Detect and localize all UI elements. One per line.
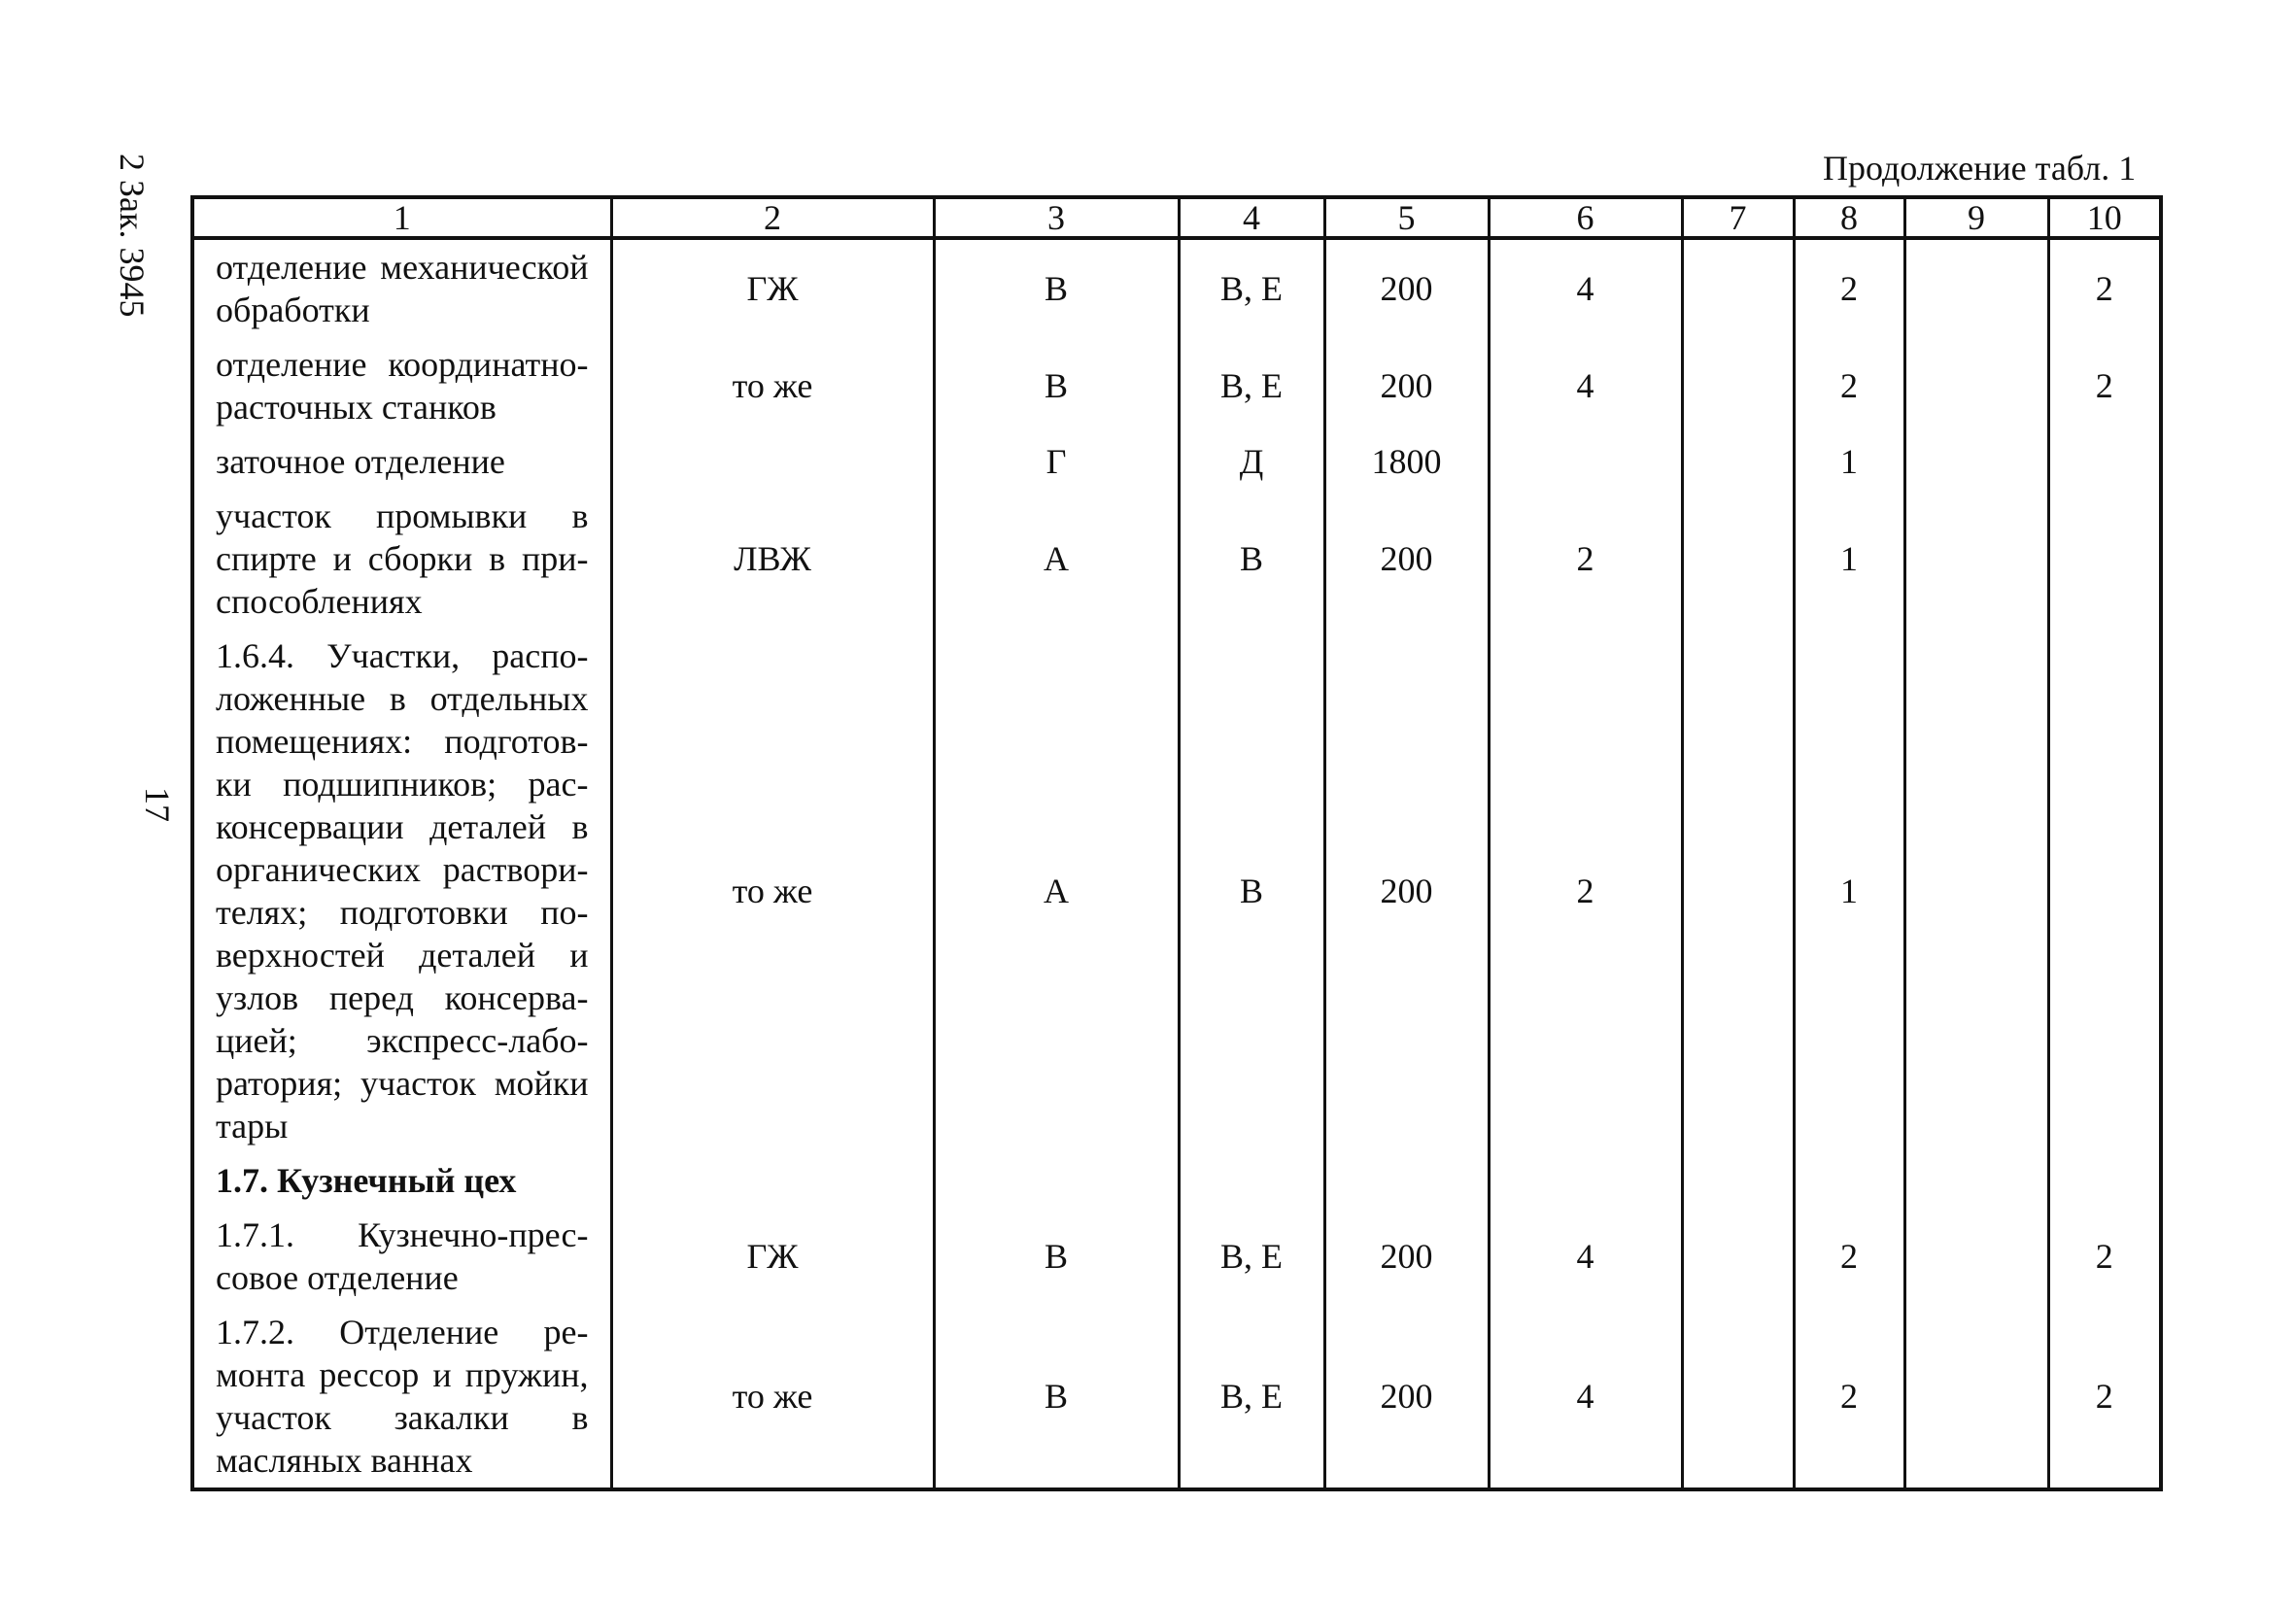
- column-header: 3: [934, 197, 1179, 238]
- table-cell: Г: [934, 434, 1179, 489]
- table-cell: ЛВЖ: [611, 489, 934, 629]
- main-table: [190, 195, 2163, 1491]
- column-header: 6: [1489, 197, 1682, 238]
- table-row: [192, 434, 2161, 489]
- table-cell: [1324, 1153, 1489, 1208]
- table-row: [192, 629, 2161, 1153]
- table-cell: 2: [1794, 238, 1904, 337]
- table-cell: ГЖ: [611, 1208, 934, 1305]
- table-cell: [1904, 1305, 2048, 1489]
- table-row: [192, 238, 2161, 337]
- table-cell: 2: [2048, 1208, 2161, 1305]
- table-cell: [1904, 337, 2048, 434]
- table-cell: 1: [1794, 434, 1904, 489]
- table-cell: 2: [1489, 489, 1682, 629]
- table-cell: то же: [611, 337, 934, 434]
- table-cell: 200: [1324, 1305, 1489, 1489]
- order-number: 2 Зак. 3945: [113, 154, 152, 318]
- table-cell: 1: [1794, 489, 1904, 629]
- table-cell: [1904, 629, 2048, 1153]
- table-cell: 2: [2048, 337, 2161, 434]
- table-cell: [1904, 1208, 2048, 1305]
- table-caption: Продолжение табл. 1: [1823, 149, 2137, 188]
- table-cell: [1794, 1153, 1904, 1208]
- table-cell: 2: [1489, 629, 1682, 1153]
- table-cell: 200: [1324, 337, 1489, 434]
- table-cell: 1800: [1324, 434, 1489, 489]
- table-cell: отделение координатно-расточных станков: [192, 337, 611, 434]
- table-cell: [1682, 337, 1794, 434]
- table-cell: 200: [1324, 629, 1489, 1153]
- table-cell: Д: [1179, 434, 1324, 489]
- table-cell: В, Е: [1179, 238, 1324, 337]
- table-cell: [2048, 489, 2161, 629]
- table-cell: 2: [2048, 238, 2161, 337]
- table-cell: отделение механической обработки: [192, 238, 611, 337]
- table-cell: заточное отделение: [192, 434, 611, 489]
- table-cell: [1904, 238, 2048, 337]
- table-cell: [1489, 434, 1682, 489]
- table-cell: ГЖ: [611, 238, 934, 337]
- table-cell: 200: [1324, 238, 1489, 337]
- table-cell: В, Е: [1179, 337, 1324, 434]
- table-cell: участок промывки в спирте и сборки в приспособлениях: [192, 489, 611, 629]
- table-cell: 2: [1794, 337, 1904, 434]
- table-cell: 1.7.1. Кузнечно-прессовое отделение: [192, 1208, 611, 1305]
- table-cell: [1489, 1153, 1682, 1208]
- table-cell: [1179, 1153, 1324, 1208]
- table-cell: 1.7.2. Отделение ремонта рессор и пружин, участок закалки в масляных ваннах: [192, 1305, 611, 1489]
- table-cell: 2: [1794, 1305, 1904, 1489]
- table-cell: 2: [2048, 1305, 2161, 1489]
- table-cell: В: [1179, 489, 1324, 629]
- table-cell: А: [934, 489, 1179, 629]
- table-cell: 4: [1489, 337, 1682, 434]
- table-cell: 1: [1794, 629, 1904, 1153]
- table-cell: В: [934, 1208, 1179, 1305]
- section-row: [192, 1153, 2161, 1208]
- table-cell: А: [934, 629, 1179, 1153]
- table-row: [192, 489, 2161, 629]
- table-cell: [611, 434, 934, 489]
- table-cell: 200: [1324, 489, 1489, 629]
- table-cell: В, Е: [1179, 1208, 1324, 1305]
- table-cell: [1682, 238, 1794, 337]
- header-row: [192, 197, 2161, 238]
- table-cell: [2048, 1153, 2161, 1208]
- table-cell: [1682, 1208, 1794, 1305]
- table-cell: [2048, 434, 2161, 489]
- table-cell: 1.6.4. Участки, расположенные в отдельных помещениях: подготовки подшипников; расконсервации деталей в органических растворителях; подготовки поверхностей деталей и узлов перед консервацией; экспресс-лаборатория; участок мойки тары: [192, 629, 611, 1153]
- table-cell: [1682, 489, 1794, 629]
- table-cell: В: [934, 337, 1179, 434]
- table-cell: 4: [1489, 1305, 1682, 1489]
- table-cell: то же: [611, 629, 934, 1153]
- table-cell: [611, 1153, 934, 1208]
- table-cell: 200: [1324, 1208, 1489, 1305]
- section-title: 1.7. Кузнечный цех: [192, 1153, 611, 1208]
- table-cell: В: [934, 1305, 1179, 1489]
- table-cell: 4: [1489, 238, 1682, 337]
- table-cell: 4: [1489, 1208, 1682, 1305]
- table-cell: В: [934, 238, 1179, 337]
- table-cell: [1682, 434, 1794, 489]
- page-number: 17: [138, 787, 177, 822]
- table-cell: то же: [611, 1305, 934, 1489]
- column-header: 5: [1324, 197, 1489, 238]
- column-header: 4: [1179, 197, 1324, 238]
- column-header: 7: [1682, 197, 1794, 238]
- table-cell: [1682, 1305, 1794, 1489]
- table-cell: В: [1179, 629, 1324, 1153]
- column-header: 10: [2048, 197, 2161, 238]
- column-header: 1: [192, 197, 611, 238]
- table-row: [192, 1305, 2161, 1489]
- table-cell: 2: [1794, 1208, 1904, 1305]
- table-cell: [1682, 1153, 1794, 1208]
- column-header: 9: [1904, 197, 2048, 238]
- column-header: 8: [1794, 197, 1904, 238]
- table-row: [192, 1208, 2161, 1305]
- table-row: [192, 337, 2161, 434]
- table-cell: [2048, 629, 2161, 1153]
- table-cell: [1904, 489, 2048, 629]
- table-cell: [1904, 1153, 2048, 1208]
- table-cell: В, Е: [1179, 1305, 1324, 1489]
- table-cell: [1904, 434, 2048, 489]
- table-cell: [934, 1153, 1179, 1208]
- table-cell: [1682, 629, 1794, 1153]
- column-header: 2: [611, 197, 934, 238]
